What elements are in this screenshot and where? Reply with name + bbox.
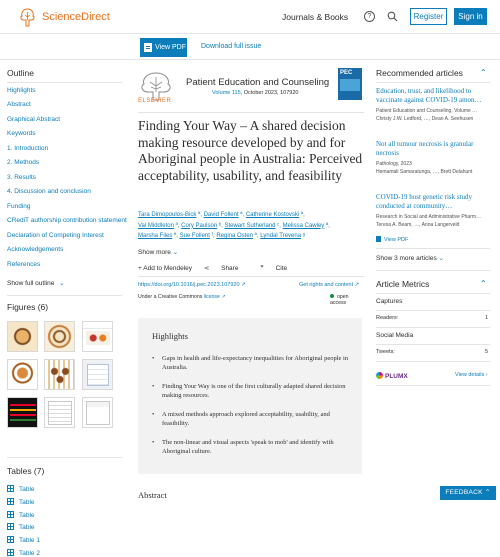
outline-item-keywords[interactable]: Keywords (7, 130, 36, 137)
elsevier-tree-logo-icon[interactable] (19, 7, 36, 27)
outline-item-funding[interactable]: Funding (7, 203, 31, 210)
outline-item-methods[interactable]: 2. Methods (7, 159, 40, 166)
search-icon[interactable] (387, 11, 398, 22)
divider (376, 344, 490, 345)
tables-heading: Tables (7) (7, 466, 45, 476)
download-full-issue-link[interactable]: Download full issue (201, 43, 262, 50)
highlight-item: • The non-linear and visual aspects 'speak to mob' and identify with Aboriginal culture. (162, 438, 352, 456)
author-link[interactable]: Tara Dimopoulos-Bick (138, 212, 197, 218)
table-icon (7, 536, 14, 543)
recommended-article-authors: Hemamali Samaratunga, …, Brett Delahunt (376, 169, 473, 175)
figure-thumbnail-4[interactable] (7, 359, 38, 390)
quote-icon: ❞ (260, 265, 264, 272)
plumx-logo[interactable]: PLUMX (376, 372, 408, 380)
show-full-outline-label: Show full outline (7, 280, 55, 287)
figure-thumbnail-2[interactable] (44, 321, 75, 352)
article-metrics-heading: Article Metrics (376, 279, 430, 289)
divider (376, 248, 490, 249)
brand-link[interactable]: ScienceDirect (42, 11, 110, 23)
journal-volume (212, 90, 298, 96)
journal-title-link[interactable]: Patient Education and Counseling (186, 77, 330, 88)
readers-metric: Readers: 1 (376, 315, 488, 321)
volume-link[interactable]: Volume 115 (212, 90, 241, 96)
outline-item-introduction[interactable]: 1. Introduction (7, 145, 49, 152)
author-link[interactable]: Cory Paulson (181, 222, 218, 229)
share-button[interactable]: ⋖ Share (203, 265, 239, 272)
recommended-view-pdf-link[interactable]: View PDF (376, 236, 408, 243)
table-icon (7, 549, 14, 556)
author-link[interactable]: Catherine Kostovski (245, 212, 300, 218)
show-full-outline-button[interactable] (7, 279, 65, 287)
recommended-article-journal: Patient Education and Counseling, Volume … (376, 108, 478, 114)
divider (7, 82, 122, 83)
recommended-article-authors: Teresa A. Beam, …, Anna Langerveld (376, 222, 460, 228)
divider (7, 457, 122, 458)
outline-item-discussion[interactable]: 4. Discussion and conclusion (7, 188, 91, 195)
figure-thumbnail-7[interactable] (7, 397, 38, 428)
social-media-heading: Social Media (376, 332, 414, 339)
chevron-right-icon: › (485, 372, 488, 378)
highlight-item: • Gaps in health and life-expectancy inequalities for Aboriginal people in Australia. (162, 354, 352, 372)
highlights-section (138, 318, 362, 474)
outline-item-results[interactable]: 3. Results (7, 174, 36, 181)
action-bar (0, 34, 500, 60)
author-link[interactable]: David Follent (203, 212, 239, 218)
author-link[interactable]: Stewart Sutherland (224, 222, 276, 229)
table-icon (7, 511, 14, 518)
outline-item-references[interactable]: References (7, 261, 41, 268)
figure-thumbnail-6[interactable] (82, 359, 113, 390)
author-list: Tara Dimopoulos-Bick ª, David Follent ª, Catherine Kostovski ª, Val Middleton ª, Cory Paulson ᵇ, Stewart Sutherland ᶜ, Melissa Cawley ª, Marsha Files ª, Sue Follent ᶠ, Regina Osten ª, Lyndal Trevena ᵍ (138, 212, 330, 239)
divider (138, 276, 364, 277)
recommended-article-journal: Pathology, 2023 (376, 161, 412, 167)
author-link[interactable]: Regina Osten (216, 233, 254, 239)
external-link-icon: ↗ (221, 294, 226, 300)
open-access-badge: open access (330, 294, 349, 306)
divider (376, 293, 490, 294)
chevron-down-icon: ⌄ (438, 255, 444, 262)
divider (138, 112, 364, 113)
pdf-icon (376, 236, 381, 242)
chevron-down-icon: ⌄ (172, 249, 179, 256)
highlight-item: • Finding Your Way is one of the first culturally adapted shared decision making resources. (162, 382, 352, 400)
figure-thumbnail-8[interactable] (44, 397, 75, 428)
divider (376, 270, 490, 271)
help-icon[interactable]: ? (364, 11, 375, 22)
get-rights-link[interactable]: Get rights and content ↗ (299, 282, 360, 288)
article-tools (138, 264, 307, 272)
recommended-article-title[interactable]: Education, trust, and likelihood to vaccinate against COVID-19 amon… (376, 87, 482, 104)
outline-item-highlights[interactable]: Highlights (7, 87, 36, 94)
figure-thumbnail-3[interactable] (82, 321, 113, 352)
divider (376, 82, 490, 83)
highlights-heading: Highlights (152, 331, 188, 341)
feedback-button[interactable]: FEEDBACK ⌃ (440, 486, 496, 500)
add-to-mendeley-button[interactable]: + Add to Mendeley (138, 265, 193, 272)
table-link[interactable]: Table 2 (7, 549, 40, 557)
recommended-article-title[interactable]: COVID-19 host genetic risk study conducted at community… (376, 193, 473, 210)
divider (376, 361, 490, 362)
table-link[interactable]: Table (7, 511, 35, 519)
chevron-up-icon[interactable]: ⌃ (480, 279, 487, 288)
pdf-icon (144, 43, 152, 52)
author-link[interactable]: Val Middleton (138, 222, 174, 229)
outline-item-abstract[interactable]: Abstract (7, 101, 31, 108)
doi-link[interactable]: https://doi.org/10.1016/j.pec.2023.107920 ↗ (138, 282, 246, 288)
cover-label: PEC (340, 70, 353, 76)
figures-heading: Figures (6) (7, 302, 49, 312)
sign-in-button[interactable]: Sign in (454, 8, 487, 25)
share-icon: ⋖ (203, 265, 210, 272)
cite-button[interactable]: ❞ Cite (260, 265, 288, 272)
recommended-article-journal: Research in Social and Administrative Pharm… (376, 214, 482, 220)
author-link[interactable]: Sue Follent (179, 233, 210, 239)
article-title: Finding Your Way – A shared decision making resource developed by and for Aboriginal people in Australia: Perceived acceptability, usability, and feasibility (138, 118, 363, 183)
show-more-articles-button[interactable]: Show 3 more articles ⌄ (376, 255, 444, 262)
author-link[interactable]: Marsha Files (138, 233, 173, 239)
journals-books-link[interactable]: Journals & Books (282, 12, 349, 22)
chevron-up-icon: ⌃ (484, 489, 491, 496)
table-icon (7, 485, 14, 492)
outline-item-acknowledgements[interactable]: Acknowledgements (7, 246, 64, 253)
divider (7, 295, 122, 296)
divider (376, 385, 490, 386)
view-pdf-button[interactable] (140, 38, 187, 57)
outline-item-graphical-abstract[interactable]: Graphical Abstract (7, 116, 61, 123)
license-note: Under a Creative Commons license ↗ (138, 294, 226, 300)
table-icon (7, 498, 14, 505)
show-more-button[interactable]: Show more ⌄ (138, 249, 179, 256)
captures-heading: Captures (376, 298, 403, 305)
top-bar (0, 0, 500, 34)
outline-item-competing-interest[interactable]: Declaration of Competing Interest (7, 232, 104, 239)
open-access-icon (330, 294, 334, 298)
outline-item-credit[interactable]: CRediT authorship contribution statement (7, 217, 127, 224)
outline-heading: Outline (7, 68, 34, 78)
recommended-article-authors: Christy J.W. Ledford, …, Dean A. Seehusen (376, 116, 474, 122)
divider (376, 327, 490, 328)
figure-thumbnail-1[interactable] (7, 321, 38, 352)
register-button[interactable]: Register (410, 8, 447, 25)
external-link-icon: ↗ (241, 282, 246, 288)
recommended-heading: Recommended articles (376, 68, 463, 78)
tweets-metric: Tweets: 5 (376, 349, 488, 355)
author-link[interactable]: Melissa Cawley (282, 222, 325, 229)
figure-thumbnail-9[interactable] (82, 397, 113, 428)
license-link[interactable]: license (203, 294, 220, 300)
table-link[interactable]: Table (7, 498, 35, 506)
abstract-heading: Abstract (138, 490, 167, 500)
author-link[interactable]: Lyndal Trevena (260, 233, 302, 239)
journal-cover-image[interactable] (338, 68, 362, 100)
issue-date: , October 2023, 107920 (240, 90, 299, 96)
divider (376, 310, 490, 311)
figure-thumbnail-5[interactable] (44, 359, 75, 390)
recommended-article-title[interactable]: Not all tumour necrosis is granular necrosis (376, 140, 474, 157)
plumx-icon (376, 372, 383, 379)
table-icon (7, 523, 14, 530)
table-link[interactable]: Table 1 (7, 536, 40, 544)
table-link[interactable]: Table (7, 523, 35, 531)
chevron-down-icon: ⌄ (59, 280, 65, 287)
view-pdf-label: View PDF (155, 44, 186, 51)
publisher-name[interactable]: ELSEVIER (138, 98, 172, 104)
view-details-link[interactable]: View details › (455, 372, 488, 378)
table-link[interactable]: Table (7, 485, 35, 493)
external-link-icon: ↗ (354, 282, 360, 288)
chevron-up-icon[interactable]: ⌃ (480, 68, 487, 77)
highlight-item: • A mixed methods approach explored acceptability, usability, and feasibility. (162, 410, 352, 428)
